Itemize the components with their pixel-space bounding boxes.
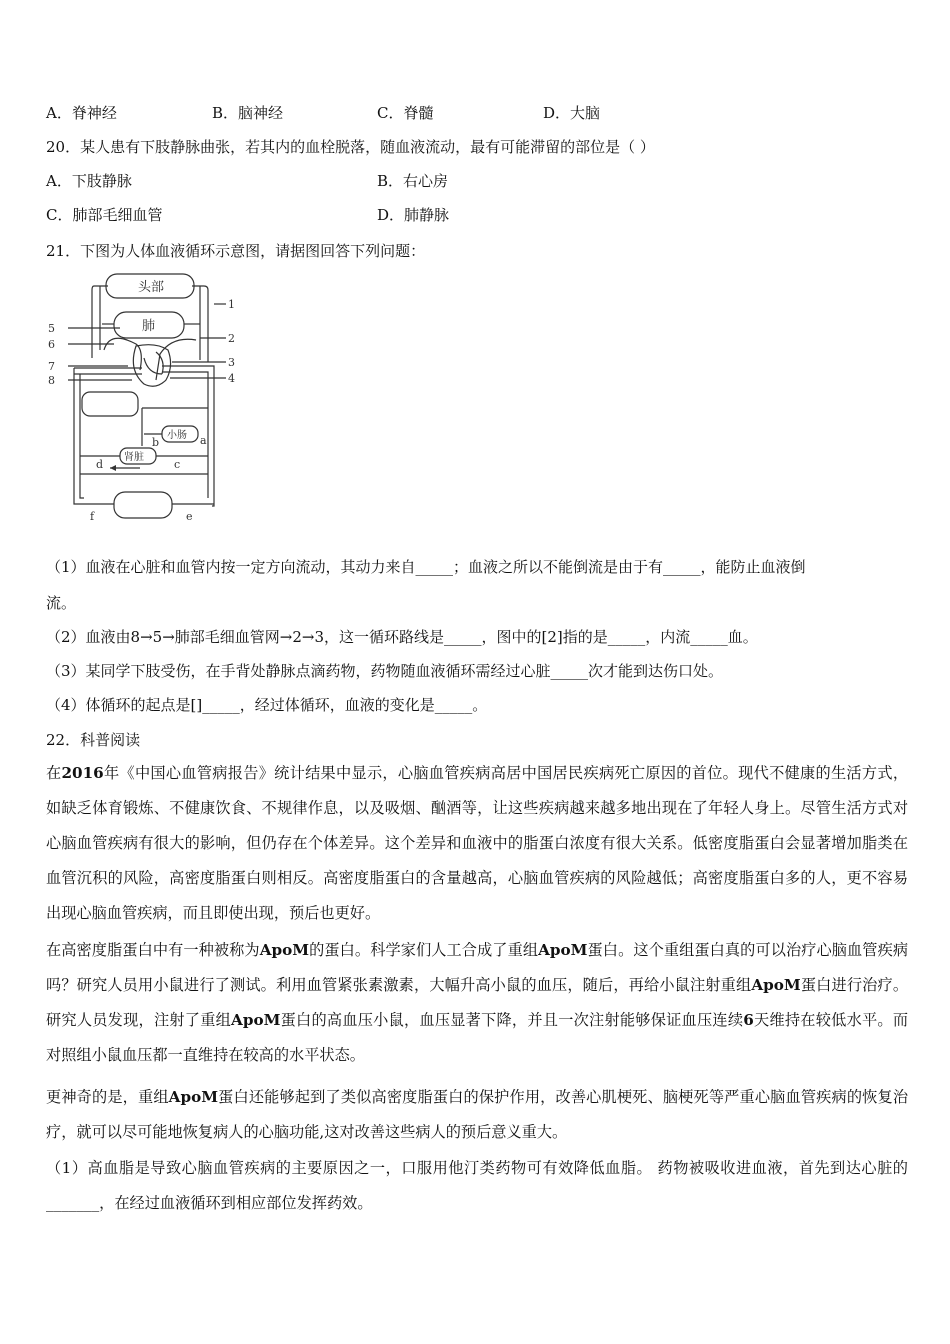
q21-sub3: （3）某同学下肢受伤，在手背处静脉点滴药物，药物随血液循环需经过心脏_____次才能到达伤口处。 (46, 662, 724, 680)
diagram-num-3: 3 (228, 356, 235, 369)
q20-option-d: D．肺静脉 (377, 206, 450, 224)
q20-stem: 20．某人患有下肢静脉曲张，若其内的血栓脱落，随血液流动，最有可能滞留的部位是（ ） (46, 138, 655, 156)
diagram-letter-b: b (152, 436, 160, 449)
q20-option-a: A．下肢静脉 (46, 172, 132, 190)
q22-paragraph-2: 在高密度脂蛋白中有一种被称为ApoM的蛋白。科学家们人工合成了重组ApoM蛋白。这个重组蛋白真的可以治疗心脑血管疾病吗？研究人员用小鼠进行了测试。利用血管紧张素激素，大幅升高小鼠的血压，随后，再给小鼠注射重组ApoM蛋白进行治疗。研究人员发现，注射了重组ApoM蛋白的高血压小鼠，血压显著下降，并且一次注射能够保证血压连续6天维持在较低水平。而对照组小鼠血压都一直维持在较高的水平状态。 (46, 941, 909, 1064)
q21-sub4: （4）体循环的起点是[]_____，经过体循环，血液的变化是_____。 (46, 696, 488, 714)
q19-option-d: D．大脑 (543, 104, 601, 122)
q22-paragraph-1: 在2016年《中国心血管病报告》统计结果中显示，心脑血管疾病高居中国居民疾病死亡原因的首位。现代不健康的生活方式，如缺乏体育锻炼、不健康饮食、不规律作息，以及吸烟、酗酒等，让这些疾病越来越多地出现在了年轻人身上。尽管生活方式对心脑血管疾病有很大的影响，但仍存在个体差异。这个差异和血液中的脂蛋白浓度有很大关系。低密度脂蛋白会显著增加脂类在血管沉积的风险，高密度脂蛋白则相反。高密度脂蛋白的含量越高，心脑血管疾病的风险越低；高密度脂蛋白多的人，更不容易出现心脑血管疾病，而且即使出现，预后也更好。 (46, 764, 909, 922)
diagram-label-kidney: 肾脏 (124, 452, 144, 463)
diagram-label-lung: 肺 (142, 319, 156, 334)
diagram-label-intestine: 小肠 (167, 430, 187, 441)
q21-sub1-line2: 流。 (46, 594, 77, 612)
diagram-letter-e: e (186, 510, 193, 523)
q19-option-b: B．脑神经 (212, 104, 284, 122)
diagram-num-6: 6 (48, 338, 55, 351)
diagram-letter-f: f (90, 510, 95, 523)
q19-option-c: C．脊髓 (377, 104, 434, 122)
q21-sub1-line1: （1）血液在心脏和血管内按一定方向流动，其动力来自_____；血液之所以不能倒流是由于有_____，能防止血液倒 (46, 558, 806, 576)
diagram-num-4: 4 (228, 372, 235, 385)
diagram-num-7: 7 (48, 360, 55, 373)
diagram-letter-c: c (174, 458, 181, 471)
q22-sub1: （1）高血脂是导致心脑血管疾病的主要原因之一，口服用他汀类药物可有效降低血脂。 药物被吸收进血液，首先到达心脏的_______，在经过血液循环到相应部位发挥药效。 (46, 1159, 908, 1212)
q21-stem: 21．下图为人体血液循环示意图，请据图回答下列问题： (46, 242, 426, 260)
diagram-num-5: 5 (48, 322, 55, 335)
q21-sub2: （2）血液由8→5→肺部毛细血管网→2→3，这一循环路线是_____，图中的[2]指的是_____，内流_____血。 (46, 628, 758, 646)
q19-option-a: A．脊神经 (46, 104, 117, 122)
q20-option-b: B．右心房 (377, 172, 449, 190)
diagram-label-head: 头部 (138, 280, 165, 295)
diagram-num-2: 2 (228, 332, 235, 345)
q22-title: 22．科普阅读 (46, 731, 141, 749)
diagram-letter-a: a (200, 434, 207, 447)
blood-circulation-diagram (44, 270, 244, 525)
q22-paragraph-3: 更神奇的是，重组ApoM蛋白还能够起到了类似高密度脂蛋白的保护作用，改善心肌梗死、脑梗死等严重心脑血管疾病的恢复治疗，就可以尽可能地恢复病人的心脑功能,这对改善这些病人的预后意义重大。 (46, 1088, 909, 1141)
diagram-num-8: 8 (48, 374, 55, 387)
q20-option-c: C．肺部毛细血管 (46, 206, 163, 224)
diagram-num-1: 1 (228, 298, 235, 311)
diagram-letter-d: d (96, 458, 104, 471)
